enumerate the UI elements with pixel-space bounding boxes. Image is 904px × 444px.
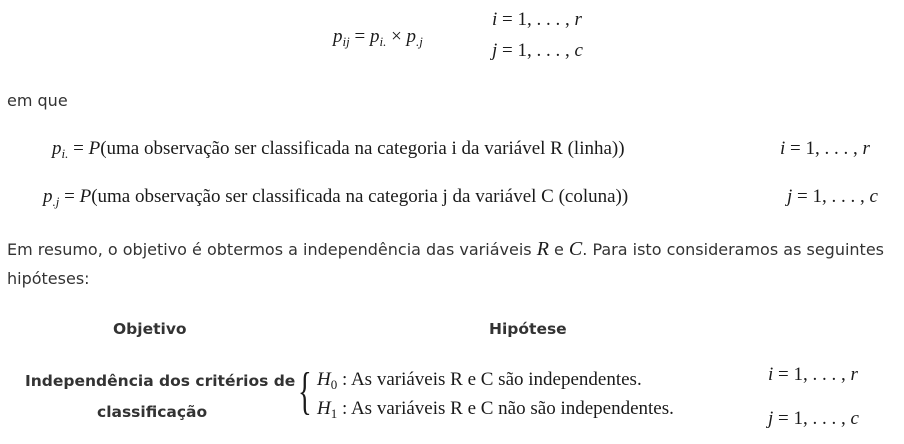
hypothesis-h0 <box>317 369 642 391</box>
equals-sign: = <box>354 26 366 47</box>
hypothesis-h1 <box>317 398 674 420</box>
objective-cell-line2: classificação <box>97 403 208 421</box>
conjunction: e <box>548 240 569 259</box>
times-sign: × <box>391 26 402 47</box>
hypothesis-text: : As variáveis R e C são independentes. <box>337 369 642 390</box>
definition-text: (uma observação ser classificada na categoria i da variável R (linha)) <box>100 138 625 159</box>
range-i-top <box>492 9 582 31</box>
symbol-P: P <box>79 186 92 207</box>
var-j: j <box>492 40 498 61</box>
var-j: j <box>787 186 793 207</box>
header-hypothesis: Hipótese <box>489 320 567 338</box>
var-R: R <box>536 238 549 260</box>
symbol-p: p <box>43 186 53 207</box>
subscript: i. <box>379 34 387 49</box>
definition-text: (uma observação ser classificada na categoria j da variável C (coluna)) <box>91 186 629 207</box>
range-text: = 1, . . . , <box>773 364 851 385</box>
definition-pi <box>52 138 625 160</box>
range-j-table <box>768 408 859 430</box>
left-brace-icon: { <box>298 363 312 420</box>
symbol-p: p <box>52 138 62 159</box>
subscript: i. <box>61 146 69 161</box>
var-c: c <box>869 186 878 207</box>
range-text: = 1, . . . , <box>497 40 575 61</box>
range-i-def <box>780 138 870 160</box>
range-i-table <box>768 364 858 386</box>
definition-pj <box>43 186 628 208</box>
var-r: r <box>862 138 870 159</box>
summary-text: Em resumo, o objetivo é obtermos a independência das variáveis <box>7 240 537 259</box>
var-C: C <box>568 238 583 260</box>
subscript: 0 <box>330 377 338 392</box>
equals-sign: = <box>59 186 80 207</box>
subscript: 1 <box>330 406 338 421</box>
symbol-H: H <box>317 398 331 419</box>
equals-sign: = <box>68 138 89 159</box>
subscript: .j <box>416 34 423 49</box>
summary-text: . Para isto consideramos as seguintes <box>582 240 884 259</box>
equation-pij <box>333 26 423 48</box>
symbol-p: p <box>406 26 417 47</box>
var-i: i <box>780 138 786 159</box>
var-j: j <box>768 408 774 429</box>
var-i: i <box>768 364 774 385</box>
hypothesis-text: : As variáveis R e C não são independentes. <box>337 398 674 419</box>
em-que-text: em que <box>7 91 68 110</box>
range-text: = 1, . . . , <box>785 138 863 159</box>
symbol-p: p <box>333 26 343 47</box>
symbol-p: p <box>369 26 380 47</box>
range-j-top <box>492 40 583 62</box>
objective-cell-line1: Independência dos critérios de <box>25 372 296 390</box>
subscript: ij <box>342 34 350 49</box>
var-c: c <box>574 40 583 61</box>
range-text: = 1, . . . , <box>497 9 575 30</box>
var-r: r <box>850 364 858 385</box>
symbol-P: P <box>88 138 101 159</box>
subscript: .j <box>52 194 60 209</box>
summary-paragraph-line2: hipóteses: <box>7 269 90 288</box>
var-c: c <box>850 408 859 429</box>
header-objective: Objetivo <box>113 320 187 338</box>
var-r: r <box>574 9 582 30</box>
var-i: i <box>492 9 498 30</box>
range-text: = 1, . . . , <box>792 186 870 207</box>
range-j-def <box>787 186 878 208</box>
range-text: = 1, . . . , <box>773 408 851 429</box>
symbol-H: H <box>317 369 331 390</box>
summary-paragraph-line1 <box>7 238 884 261</box>
